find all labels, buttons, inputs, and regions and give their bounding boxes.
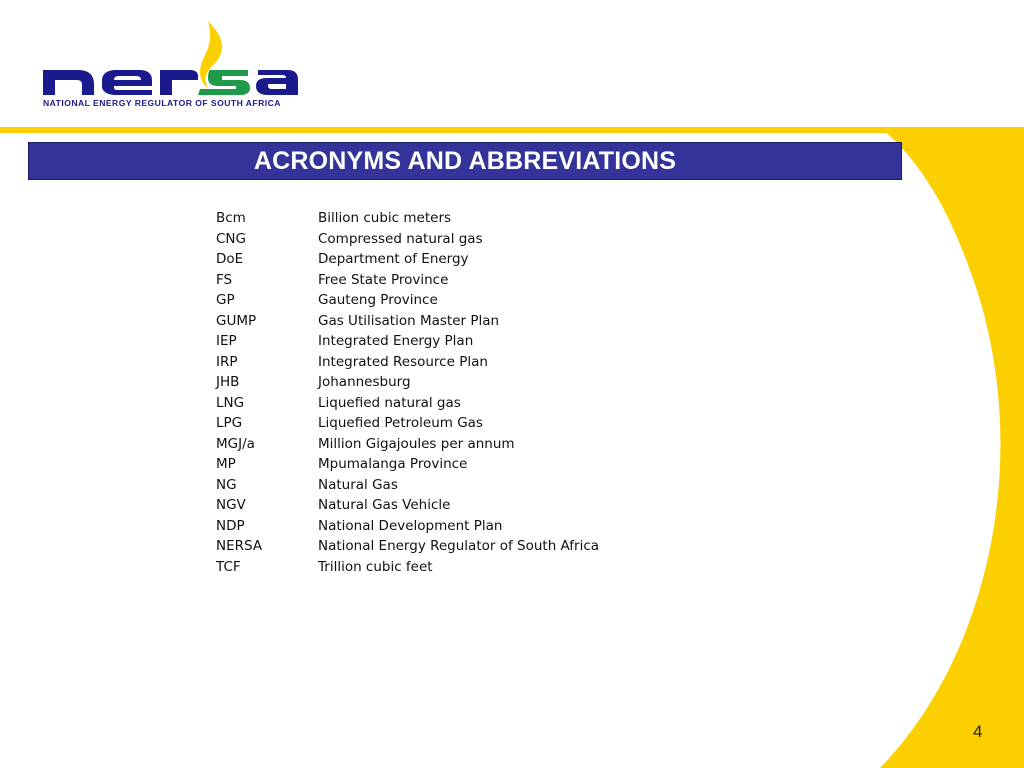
list-item [216, 249, 599, 270]
acronym-abbr: LPG [216, 415, 243, 431]
list-item [216, 516, 599, 537]
list-item [216, 270, 599, 291]
acronym-abbr: TCF [216, 558, 241, 575]
acronym-meaning: National Development Plan [318, 517, 503, 534]
acronym-abbr: MGJ/a [216, 435, 255, 452]
list-item [216, 290, 599, 311]
acronym-meaning: Free State Province [318, 271, 449, 288]
acronym-meaning: Natural Gas [318, 476, 398, 493]
logo-tagline: NATIONAL ENERGY REGULATOR OF SOUTH AFRICA [43, 98, 281, 108]
logo-letter-n [43, 70, 94, 95]
acronym-meaning: Department of Energy [318, 251, 469, 267]
acronym-list [216, 208, 599, 577]
list-item [216, 393, 599, 414]
list-item [216, 557, 599, 578]
acronym-abbr: GP [216, 292, 235, 308]
acronym-abbr: IEP [216, 333, 237, 349]
acronym-meaning: Gauteng Province [318, 292, 438, 308]
acronym-abbr: NDP [216, 517, 245, 534]
logo-letter-r [160, 70, 198, 95]
page-number: 4 [973, 722, 983, 741]
acronym-meaning: Compressed natural gas [318, 230, 483, 247]
acronym-abbr: CNG [216, 230, 246, 247]
acronym-abbr: JHB [216, 374, 240, 390]
list-item [216, 372, 599, 393]
acronym-meaning: Gas Utilisation Master Plan [318, 312, 500, 329]
acronym-meaning: Mpumalanga Province [318, 456, 468, 472]
acronym-abbr: Bcm [216, 210, 246, 226]
acronym-meaning: Integrated Energy Plan [318, 333, 474, 349]
acronym-abbr: MP [216, 456, 236, 472]
slide-title: ACRONYMS AND ABBREVIATIONS [253, 146, 677, 175]
nersa-logo [40, 18, 310, 113]
logo-letter-e [102, 70, 152, 95]
list-item [216, 413, 599, 434]
acronym-abbr: GUMP [216, 312, 257, 329]
acronym-abbr: IRP [216, 353, 238, 370]
acronym-abbr: NERSA [216, 538, 263, 554]
acronym-abbr: FS [216, 271, 233, 288]
acronym-abbr: DoE [216, 251, 244, 267]
list-item [216, 434, 599, 455]
list-item [216, 229, 599, 250]
acronym-abbr: NG [216, 476, 237, 493]
acronym-meaning: Billion cubic meters [318, 210, 452, 226]
acronym-meaning: Natural Gas Vehicle [318, 497, 451, 513]
list-item [216, 331, 599, 352]
list-item [216, 454, 599, 475]
logo-letter-a [256, 70, 298, 95]
list-item [216, 208, 599, 229]
yellow-top-stripe [0, 127, 1024, 133]
acronym-abbr: LNG [216, 394, 245, 411]
acronym-meaning: Million Gigajoules per annum [318, 435, 515, 452]
list-item [216, 495, 599, 516]
acronym-meaning: Trillion cubic feet [318, 558, 433, 575]
acronym-meaning: Liquefied natural gas [318, 394, 461, 411]
yellow-swoosh [880, 127, 1024, 768]
list-item [216, 475, 599, 496]
acronym-meaning: Integrated Resource Plan [318, 353, 488, 370]
list-item [216, 311, 599, 332]
title-bar [28, 142, 902, 180]
acronym-meaning: National Energy Regulator of South Africa [318, 538, 600, 554]
list-item [216, 536, 599, 557]
acronym-meaning: Johannesburg [318, 374, 411, 390]
list-item [216, 352, 599, 373]
acronym-meaning: Liquefied Petroleum Gas [318, 415, 483, 431]
acronym-abbr: NGV [216, 497, 246, 513]
